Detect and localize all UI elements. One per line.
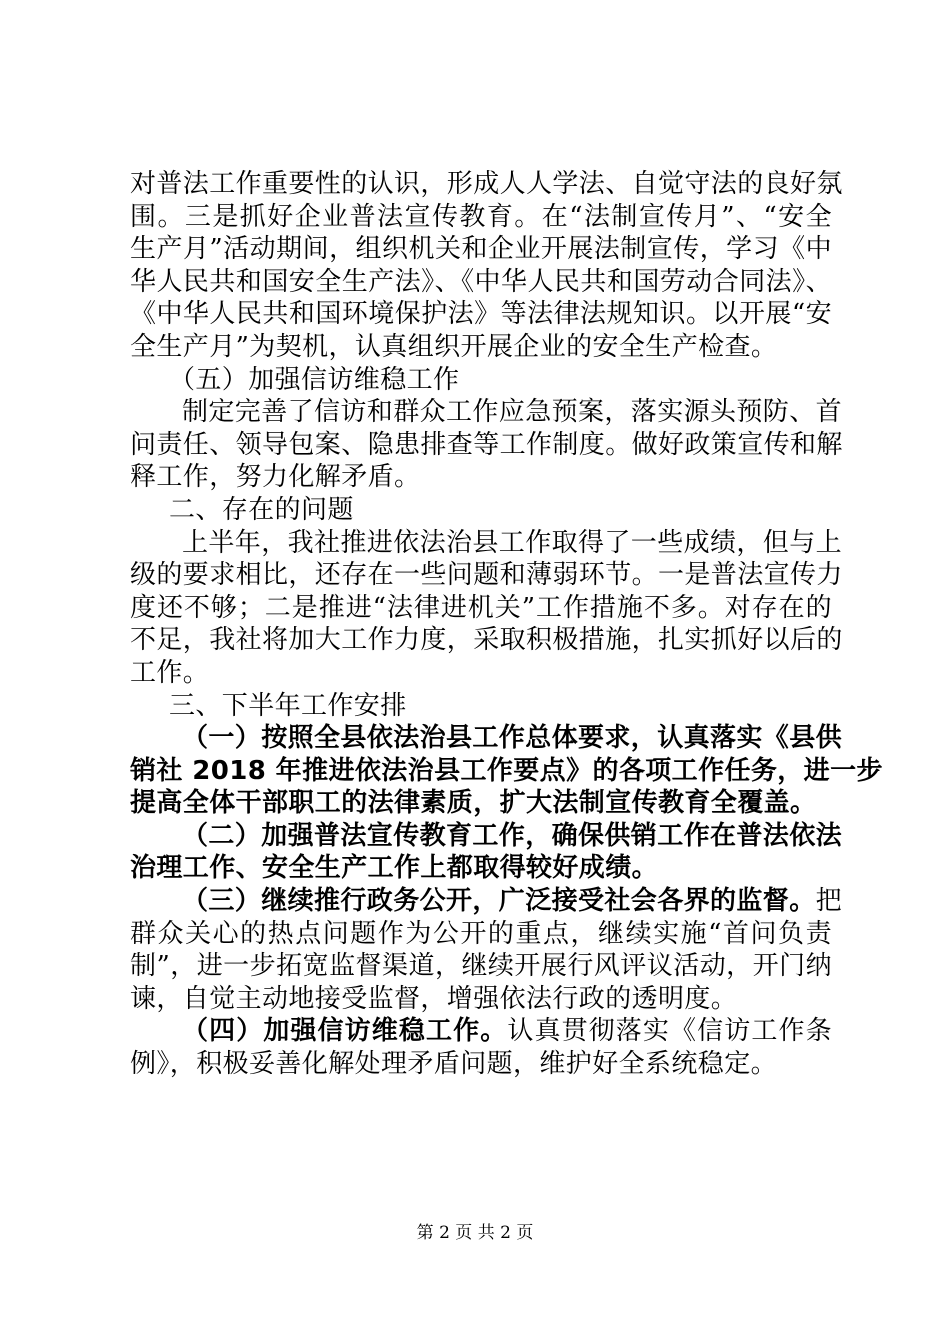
- mixed-paragraph-line: [130, 885, 843, 918]
- paragraph-line: 不足，我社将加大工作力度，采取积极措施，扎实抓好以后的: [130, 625, 843, 656]
- paragraph-line: 对普法工作重要性的认识，形成人人学法、自觉守法的良好氛: [130, 169, 843, 199]
- bold-paragraph-line: 提高全体干部职工的法律素质，扩大法制宣传教育全覆盖。: [130, 788, 817, 819]
- paragraph-line: 制定完善了信访和群众工作应急预案，落实源头预防、首: [182, 397, 843, 428]
- bold-paragraph-line: （一）按照全县依法治县工作总体要求，认真落实《县供: [182, 723, 843, 754]
- mixed-paragraph-line: [130, 1015, 832, 1048]
- paragraph-line: 上半年，我社推进依法治县工作取得了一些成绩，但与上: [182, 527, 843, 558]
- document-body: [130, 168, 883, 1081]
- section-heading-3: 三、下半年工作安排: [169, 690, 407, 721]
- section-heading-5: （五）加强信访维稳工作: [169, 364, 460, 395]
- regular-text: 把: [815, 886, 843, 917]
- bold-paragraph-line: 销社 2018 年推进依法治县工作要点》的各项工作任务，进一步: [130, 755, 883, 786]
- bold-lead-text: （三）继续推行政务公开，广泛接受社会各界的监督。: [182, 886, 816, 917]
- paragraph-line: 级的要求相比，还存在一些问题和薄弱环节。一是普法宣传力: [130, 560, 843, 591]
- paragraph-line: 例》，积极妥善化解处理矛盾问题，维护好全系统稳定。: [130, 1049, 778, 1080]
- paragraph-line: 围。三是抓好企业普法宣传教育。在“法制宣传月”、“安全: [130, 201, 832, 232]
- paragraph-line: 释工作，努力化解矛盾。: [130, 462, 421, 493]
- paragraph-line: 谏，自觉主动地接受监督，增强依法行政的透明度。: [130, 983, 738, 1014]
- regular-text: 认真贯彻落实《信访工作条: [507, 1016, 832, 1047]
- section-heading-2: 二、存在的问题: [169, 494, 354, 525]
- bold-paragraph-line: 治理工作、安全生产工作上都取得较好成绩。: [130, 853, 659, 884]
- paragraph-line: 度还不够；二是推进“法律进机关”工作措施不多。对存在的: [130, 592, 832, 623]
- paragraph-line: 群众关心的热点问题作为公开的重点，继续实施“首问负责: [130, 918, 832, 949]
- paragraph-line: 问责任、领导包案、隐患排查等工作制度。做好政策宣传和解: [130, 429, 843, 460]
- bold-lead-text: （四）加强信访维稳工作。: [182, 1016, 508, 1047]
- paragraph-line: 制”，进一步拓宽监督渠道，继续开展行风评议活动，开门纳: [130, 951, 832, 982]
- page-footer: 第 2 页 共 2 页: [416, 1223, 534, 1243]
- paragraph-line: 工作。: [130, 657, 210, 688]
- paragraph-line: 华人民共和国安全生产法》、《中华人民共和国劳动合同法》、: [130, 266, 832, 297]
- paragraph-line: 《中华人民共和国环境保护法》等法律法规知识。以开展“安: [130, 299, 832, 330]
- paragraph-line: 生产月”活动期间，组织机关和企业开展法制宣传，学习《中: [130, 234, 832, 265]
- paragraph-line: 全生产月”为契机，认真组织开展企业的安全生产检查。: [130, 331, 778, 362]
- bold-paragraph-line: （二）加强普法宣传教育工作，确保供销工作在普法依法: [182, 820, 843, 851]
